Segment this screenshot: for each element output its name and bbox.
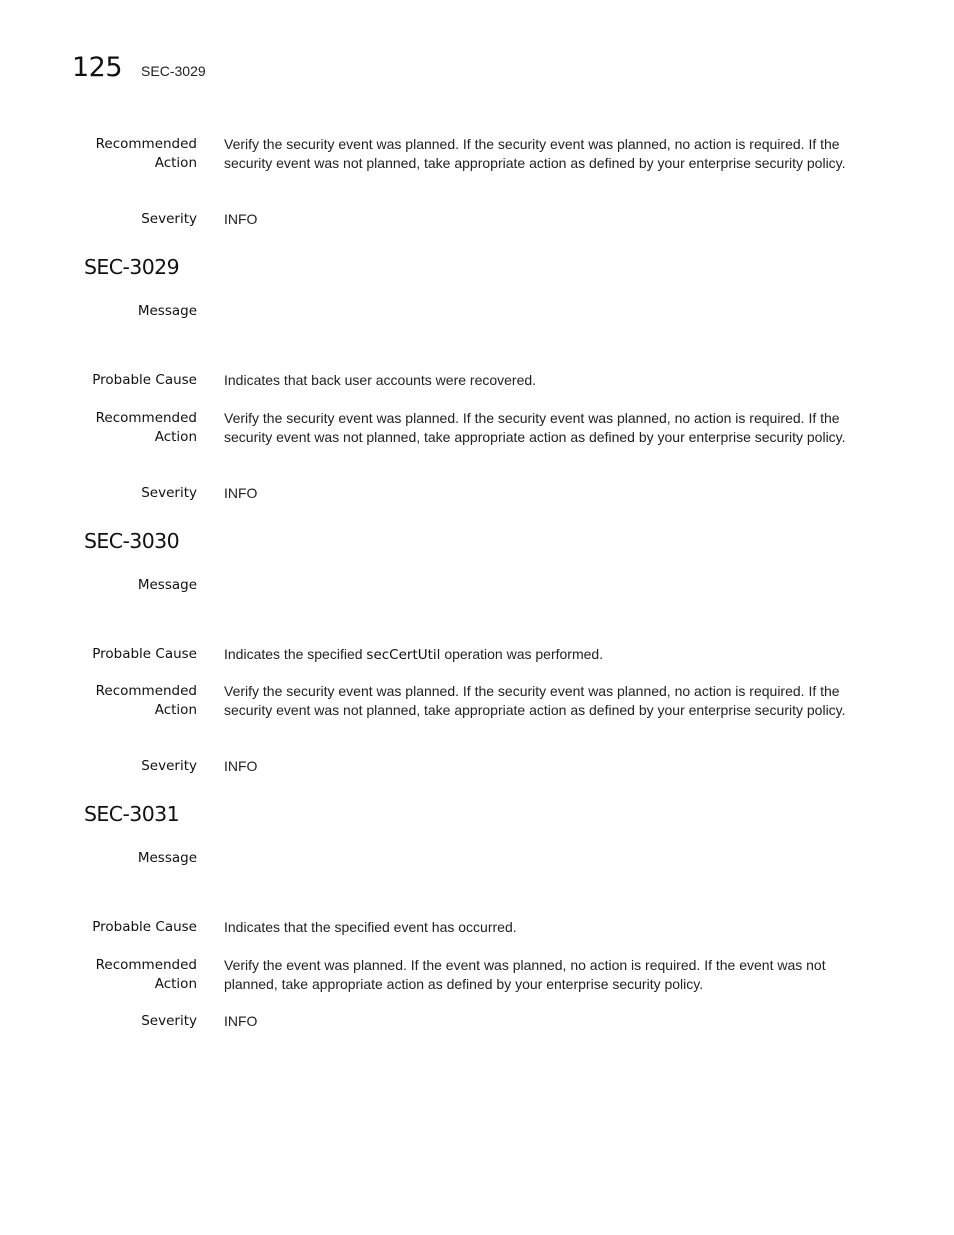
probable-cause-label: Probable Cause bbox=[92, 646, 197, 662]
recommended-action-label: Recommended Action bbox=[95, 957, 197, 992]
section-title-sec-3031: SEC-3031 bbox=[84, 802, 180, 826]
message-label: Message bbox=[137, 303, 197, 319]
recommended-action-label: Recommended Action bbox=[95, 136, 197, 171]
recommended-action-text: Verify the security event was planned. If the security event was planned, no action is required. If the security event was not planned, take appropriate action as defined by your enterprise security policy. bbox=[224, 683, 846, 718]
message-label: Message bbox=[137, 577, 197, 593]
probable-cause-text-pre: Indicates the specified bbox=[224, 646, 367, 662]
probable-cause-text: Indicates that back user accounts were recovered. bbox=[224, 372, 537, 388]
severity-label: Severity bbox=[141, 485, 197, 501]
section-title-sec-3029: SEC-3029 bbox=[84, 255, 180, 279]
probable-cause-label: Probable Cause bbox=[92, 372, 197, 388]
probable-cause-label: Probable Cause bbox=[92, 919, 197, 935]
recommended-action-text: Verify the security event was planned. If the security event was planned, no action is required. If the security event was not planned, take appropriate action as defined by your enterprise security policy. bbox=[224, 136, 846, 171]
running-title: SEC-3029 bbox=[141, 63, 206, 79]
severity-label: Severity bbox=[141, 1013, 197, 1029]
probable-cause-text bbox=[224, 645, 872, 665]
page-header bbox=[72, 52, 206, 83]
severity-value: INFO bbox=[224, 1013, 258, 1029]
severity-value: INFO bbox=[224, 211, 258, 227]
recommended-action-label: Recommended Action bbox=[95, 410, 197, 445]
probable-cause-text: Indicates that the specified event has occurred. bbox=[224, 919, 517, 935]
page-number: 125 bbox=[72, 52, 123, 83]
message-label: Message bbox=[137, 850, 197, 866]
recommended-action-text: Verify the event was planned. If the event was planned, no action is required. If the event was not planned, take appropriate action as defined by your enterprise security policy. bbox=[224, 957, 826, 992]
command-name: secCertUtil bbox=[366, 647, 441, 663]
recommended-action-text: Verify the security event was planned. If the security event was planned, no action is required. If the security event was not planned, take appropriate action as defined by your enterprise security policy. bbox=[224, 410, 846, 445]
severity-label: Severity bbox=[141, 758, 197, 774]
severity-value: INFO bbox=[224, 758, 258, 774]
section-title-sec-3030: SEC-3030 bbox=[84, 529, 180, 553]
probable-cause-text-post: operation was performed. bbox=[440, 646, 604, 662]
recommended-action-label: Recommended Action bbox=[95, 683, 197, 718]
severity-value: INFO bbox=[224, 485, 258, 501]
severity-label: Severity bbox=[141, 211, 197, 227]
